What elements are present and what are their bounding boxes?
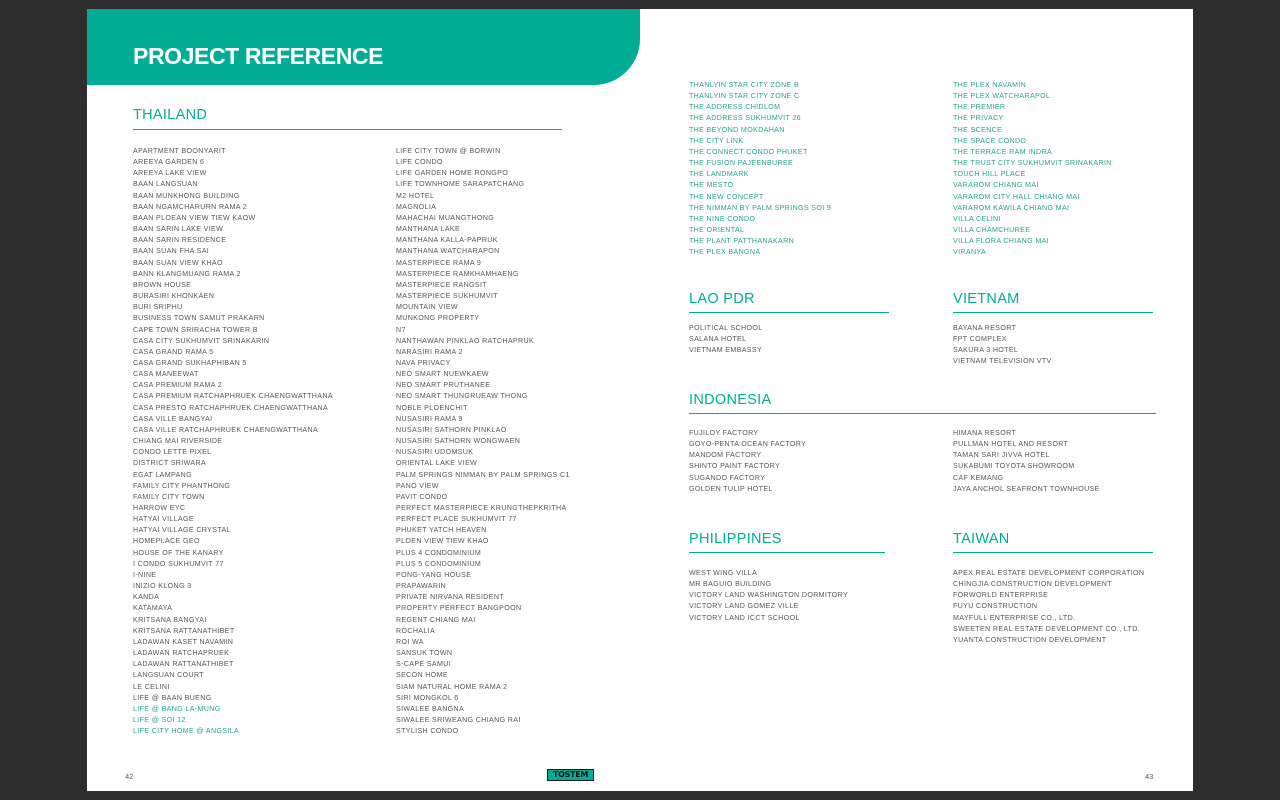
list-item: BROWN HOUSE: [133, 280, 192, 289]
section-title-taiwan: TAIWAN: [953, 531, 1010, 547]
list-item: GOYO-PENTA OCEAN FACTORY: [689, 440, 807, 449]
list-item: BAAN NGAMCHARURN RAMA 2: [133, 202, 248, 211]
document-spread: [87, 9, 1193, 791]
list-item: SAKURA 3 HOTEL: [953, 346, 1019, 355]
list-item: THE NIMMAN BY PALM SPRINGS SOI 9: [689, 203, 832, 212]
list-item: APARTMENT BOONYARIT: [133, 147, 226, 155]
list-item: THE TRUST CITY SUKHUMVIT SRINAKARIN: [953, 159, 1112, 168]
list-item: NEO SMART PRUTHANEE: [396, 381, 491, 390]
list-item: TOUCH HILL PLACE: [953, 170, 1026, 179]
list-item: THE TERRACE RAM INDRA: [953, 147, 1053, 156]
list-item: HIMANA RESORT: [953, 429, 1017, 437]
list-item: NARASIRI RAMA 2: [396, 347, 463, 356]
header-banner: [87, 9, 640, 85]
list-item: NUSASIRI UDOMSUK: [396, 448, 474, 457]
thailand-list-col4: [953, 80, 1112, 259]
list-item: SIRI MONGKOL 6: [396, 693, 459, 702]
list-item: THE PLEX BANGNA: [689, 248, 761, 257]
list-item: NUSASIRI RAMA 9: [396, 414, 463, 423]
list-item: MR BAGUIO BUILDING: [689, 580, 772, 589]
list-item: CASA GRAND RAMA 5: [133, 347, 214, 356]
list-item: SUGANDO FACTORY: [689, 473, 766, 482]
list-item: PRAPAWARIN: [396, 582, 447, 591]
list-item: CONDO LETTE PIXEL: [133, 448, 212, 457]
list-item: SECON HOME: [396, 671, 448, 680]
list-item: M2 HOTEL: [396, 191, 435, 200]
list-item: LIFE CITY HOME @ ANGSILA: [133, 727, 240, 736]
list-item: LANGSUAN COURT: [133, 671, 204, 680]
list-item: VICTORY LAND WASHINGTON DORMITORY: [689, 591, 849, 600]
list-item: DISTRICT SRIWARA: [133, 459, 206, 468]
list-item: THE MESTO: [689, 181, 734, 190]
list-item: LIFE CONDO: [396, 158, 443, 167]
list-item: MANTHANA KALLA-PAPRUK: [396, 236, 498, 245]
list-item: NOBLE PLOENCHIT: [396, 403, 468, 412]
list-item: CASA VILLE BANGYAI: [133, 414, 213, 423]
thailand-list-col2: [396, 146, 570, 737]
list-item: CHINGJIA CONSTRUCTION DEVELOPMENT: [953, 580, 1112, 589]
list-item: SUKABUMI TOYOTA SHOWROOM: [953, 462, 1075, 471]
list-item: VIRANYA: [953, 248, 987, 257]
section-rule-philippines: [689, 552, 885, 553]
list-item: PONG-YANG HOUSE: [396, 570, 472, 579]
list-item: FAMILY CITY PHANTHONG: [133, 481, 231, 490]
thailand-list-col1: [133, 146, 333, 737]
indonesia-list-col1: [689, 428, 806, 495]
list-item: HARROW EYC: [133, 504, 186, 512]
list-item: VICTORY LAND ICCT SCHOOL: [689, 613, 800, 622]
list-item: THE CITY LINK: [689, 136, 744, 145]
list-item: CAPE TOWN SRIRACHA TOWER B: [133, 325, 258, 334]
list-item: LADAWAN KASET NAVAMIN: [133, 637, 234, 646]
list-item: EGAT LAMPANG: [133, 470, 192, 479]
list-item: KANDA: [133, 593, 160, 602]
list-item: CASA MANEEWAT: [133, 370, 199, 379]
section-rule-indonesia: [689, 413, 1156, 414]
list-item: I CONDO SUKHUMVIT 77: [133, 559, 224, 568]
thailand-list-col3: [689, 80, 831, 259]
list-item: THANLYIN STAR CITY ZONE C: [689, 92, 800, 101]
list-item: APEX REAL ESTATE DEVELOPMENT CORPORATION: [953, 569, 1145, 577]
list-item: BANN KLANGMUANG RAMA 2: [133, 269, 241, 278]
section-title-indonesia: INDONESIA: [689, 392, 772, 408]
list-item: BAAN SUAN FHA SAI: [133, 247, 210, 256]
page-number-right: 43: [1145, 772, 1154, 781]
vietnam-list: [953, 323, 1052, 368]
list-item: PRIVATE NIRVANA RESIDENT: [396, 593, 504, 602]
list-item: THE PREMIER: [953, 103, 1006, 112]
list-item: CASA GRAND SUKHAPHIBAN 5: [133, 358, 247, 367]
section-rule-thailand: [133, 129, 562, 130]
list-item: PLUS 4 CONDOMINIUM: [396, 548, 482, 557]
list-item: PALM SPRINGS NIMMAN BY PALM SPRINGS C1: [396, 470, 570, 479]
list-item: SANSUK TOWN: [396, 649, 453, 658]
list-item: VIETNAM TELEVISION VTV: [953, 357, 1052, 366]
list-item: CAF KEMANG: [953, 473, 1004, 482]
list-item: INIZIO KLONG 3: [133, 582, 192, 591]
list-item: VARAROM CITY HALL CHIANG MAI: [953, 192, 1080, 201]
list-item: CASA PREMIUM RATCHAPHRUEK CHAENGWATTHANA: [133, 392, 333, 401]
list-item: BAYANA RESORT: [953, 324, 1017, 332]
list-item: N7: [396, 325, 406, 334]
list-item: LADAWAN RATCHAPRUEK: [133, 649, 230, 658]
list-item: KRITSANA RATTANATHIBET: [133, 626, 235, 635]
brand-logo: TOSTEM: [547, 769, 594, 781]
list-item: FAMILY CITY TOWN: [133, 492, 205, 501]
list-item: LIFE @ BAAN BUENG: [133, 693, 212, 702]
section-rule-lao: [689, 312, 889, 313]
lao-list: [689, 323, 763, 356]
list-item: GOLDEN TULIP HOTEL: [689, 484, 773, 493]
list-item: KATAMAYA: [133, 604, 173, 613]
list-item: CASA VILLE RATCHAPHRUEK CHAENGWATTHANA: [133, 425, 319, 434]
list-item: TAMAN SARI JIVVA HOTEL: [953, 451, 1050, 460]
list-item: VARAROM CHIANG MAI: [953, 181, 1039, 190]
list-item: MASTERPIECE RAMKHAMHAENG: [396, 269, 519, 278]
page-number-left: 42: [125, 772, 134, 781]
list-item: THE PLEX NAVAMIN: [953, 81, 1027, 89]
list-item: WEST WING VILLA: [689, 569, 758, 577]
list-item: BAAN MUNKHONG BUILDING: [133, 191, 240, 200]
section-title-philippines: PHILIPPINES: [689, 531, 782, 547]
list-item: MANTHANA WATCHARAPON: [396, 247, 500, 256]
list-item: MASTERPIECE RANGSIT: [396, 280, 487, 289]
list-item: THE ORIENTAL: [689, 226, 745, 235]
list-item: BAAN PLOEAN VIEW TIEW KAOW: [133, 213, 256, 222]
list-item: THE SCENCE: [953, 125, 1003, 134]
list-item: FUJILOY FACTORY: [689, 429, 759, 437]
list-item: VILLA FLORA CHIANG MAI: [953, 237, 1050, 246]
list-item: BAAN LANGSUAN: [133, 180, 198, 189]
list-item: PROPERTY PERFECT BANGPOON: [396, 604, 522, 613]
list-item: THE NINE CONDO: [689, 214, 756, 223]
section-rule-taiwan: [953, 552, 1153, 553]
list-item: HOMEPLACE GEO: [133, 537, 200, 546]
list-item: KRITSANA BANGYAI: [133, 615, 207, 624]
list-item: AREEYA GARDEN 6: [133, 158, 205, 167]
list-item: PANO VIEW: [396, 481, 439, 490]
list-item: VICTORY LAND GOMEZ VILLE: [689, 602, 799, 611]
list-item: ROI WA: [396, 637, 424, 646]
list-item: BAAN SUAN VIEW KHAO: [133, 258, 223, 267]
list-item: REGENT CHIANG MAI: [396, 615, 476, 624]
list-item: MAHACHAI MUANGTHONG: [396, 213, 495, 222]
section-rule-vietnam: [953, 312, 1153, 313]
list-item: NEO SMART NUEWKAEW: [396, 370, 489, 379]
list-item: JAYA ANCHOL SEAFRONT TOWNHOUSE: [953, 484, 1100, 493]
list-item: BURI SRIPHU: [133, 303, 183, 312]
list-item: S-CAPE SAMUI: [396, 660, 452, 669]
list-item: THE PLANT PATTHANAKARN: [689, 237, 795, 246]
list-item: MOUNTAIN VIEW: [396, 303, 458, 312]
list-item: THE ADDRESS CHIDLOM: [689, 103, 781, 112]
list-item: VARAROM KAWILA CHIANG MAI: [953, 203, 1070, 212]
section-title-lao: LAO PDR: [689, 291, 755, 307]
list-item: PERFECT PLACE SUKHUMVIT 77: [396, 515, 517, 524]
list-item: ORIENTAL LAKE VIEW: [396, 459, 478, 468]
list-item: SIAM NATURAL HOME RAMA 2: [396, 682, 508, 691]
list-item: LIFE TOWNHOME SARAPATCHANG: [396, 180, 525, 189]
list-item: VIETNAM EMBASSY: [689, 346, 763, 355]
section-title-thailand: THAILAND: [133, 107, 208, 123]
list-item: MANTHANA LAKE: [396, 225, 461, 234]
list-item: AREEYA LAKE VIEW: [133, 169, 207, 178]
list-item: NUSASIRI SATHORN PINKLAO: [396, 425, 507, 434]
list-item: HATYAI VILLAGE: [133, 515, 195, 524]
list-item: LIFE @ SOI 12: [133, 715, 186, 724]
list-item: MUNKONG PROPERTY: [396, 314, 480, 323]
philippines-list: [689, 568, 848, 624]
list-item: HOUSE OF THE KANARY: [133, 548, 224, 557]
list-item: MANDOM FACTORY: [689, 451, 762, 460]
list-item: LE CELINI: [133, 682, 170, 691]
list-item: LADAWAN RATTANATHIBET: [133, 660, 234, 669]
list-item: THE CONNECT CONDO PHUKET: [689, 147, 808, 156]
list-item: MAGNOLIA: [396, 202, 437, 211]
list-item: I-NINE: [133, 570, 157, 579]
list-item: LIFE GARDEN HOME RONGPO: [396, 169, 509, 178]
list-item: POLITICAL SCHOOL: [689, 324, 763, 332]
list-item: THE LANDMARK: [689, 170, 749, 179]
list-item: THANLYIN STAR CITY ZONE B: [689, 81, 800, 89]
list-item: NAVA PRIVACY: [396, 358, 451, 367]
list-item: THE BEYOND MOKDAHAN: [689, 125, 785, 134]
list-item: PULLMAN HOTEL AND RESORT: [953, 440, 1069, 449]
list-item: PAVIT CONDO: [396, 492, 448, 501]
list-item: SIWALEE BANGNA: [396, 704, 465, 713]
list-item: STYLISH CONDO: [396, 727, 459, 736]
list-item: CASA PRESTO RATCHAPHRUEK CHAENGWATTHANA: [133, 403, 329, 412]
list-item: THE PRIVACY: [953, 114, 1004, 123]
list-item: ROCHALIA: [396, 626, 436, 635]
list-item: MASTERPIECE RAMA 9: [396, 258, 482, 267]
list-item: NEO SMART THUNGRUEAW THONG: [396, 392, 528, 401]
list-item: NANTHAWAN PINKLAO RATCHAPRUK: [396, 336, 535, 345]
list-item: SWEETEN REAL ESTATE DEVELOPMENT CO., LTD.: [953, 624, 1140, 633]
taiwan-list: [953, 568, 1144, 646]
list-item: FUYU CONSTRUCTION: [953, 602, 1038, 611]
list-item: FPT COMPLEX: [953, 335, 1007, 344]
list-item: BUSINESS TOWN SAMUT PRAKARN: [133, 314, 265, 323]
list-item: THE FUSION PAJEENBUREE: [689, 159, 794, 168]
list-item: VILLA CHAMCHUREE: [953, 226, 1031, 235]
list-item: THE SPACE CONDO: [953, 136, 1027, 145]
list-item: BAAN SARIN RESIDENCE: [133, 236, 227, 245]
list-item: PLOEN VIEW TIEW KHAO: [396, 537, 489, 546]
list-item: THE ADDRESS SUKHUMVIT 26: [689, 114, 801, 123]
list-item: MASTERPIECE SUKHUMVIT: [396, 292, 498, 301]
list-item: CASA PREMIUM RAMA 2: [133, 381, 223, 390]
list-item: SHINTO PAINT FACTORY: [689, 462, 781, 471]
list-item: CASA CITY SUKHUMVIT SRINAKARIN: [133, 336, 270, 345]
indonesia-list-col2: [953, 428, 1100, 495]
list-item: THE NEW CONCEPT: [689, 192, 764, 201]
list-item: LIFE CITY TOWN @ BORWIN: [396, 147, 501, 155]
list-item: SALANA HOTEL: [689, 335, 747, 344]
list-item: CHIANG MAI RIVERSIDE: [133, 437, 223, 446]
list-item: HATYAI VILLAGE CRYSTAL: [133, 526, 231, 535]
list-item: YUANTA CONSTRUCTION DEVELOPMENT: [953, 635, 1107, 644]
list-item: PHUKET YATCH HEAVEN: [396, 526, 487, 535]
list-item: THE PLEX WATCHARAPOL: [953, 92, 1051, 101]
list-item: PLUS 5 CONDOMINIUM: [396, 559, 482, 568]
list-item: BURASIRI KHONKAEN: [133, 292, 215, 301]
list-item: VILLA CELINI: [953, 214, 1001, 223]
list-item: FORWORLD ENTERPRISE: [953, 591, 1049, 600]
list-item: SIWALEE SRIWEANG CHIANG RAI: [396, 715, 521, 724]
list-item: NUSASIRI SATHORN WONGWAEN: [396, 437, 521, 446]
section-title-vietnam: VIETNAM: [953, 291, 1020, 307]
list-item: BAAN SARIN LAKE VIEW: [133, 225, 224, 234]
page-title: PROJECT REFERENCE: [133, 43, 384, 69]
list-item: LIFE @ BANG LA-MUNG: [133, 704, 221, 713]
list-item: MAYFULL ENTERPRISE CO., LTD.: [953, 613, 1076, 622]
list-item: PERFECT MASTERPIECE KRUNGTHEPKRITHA: [396, 504, 567, 512]
